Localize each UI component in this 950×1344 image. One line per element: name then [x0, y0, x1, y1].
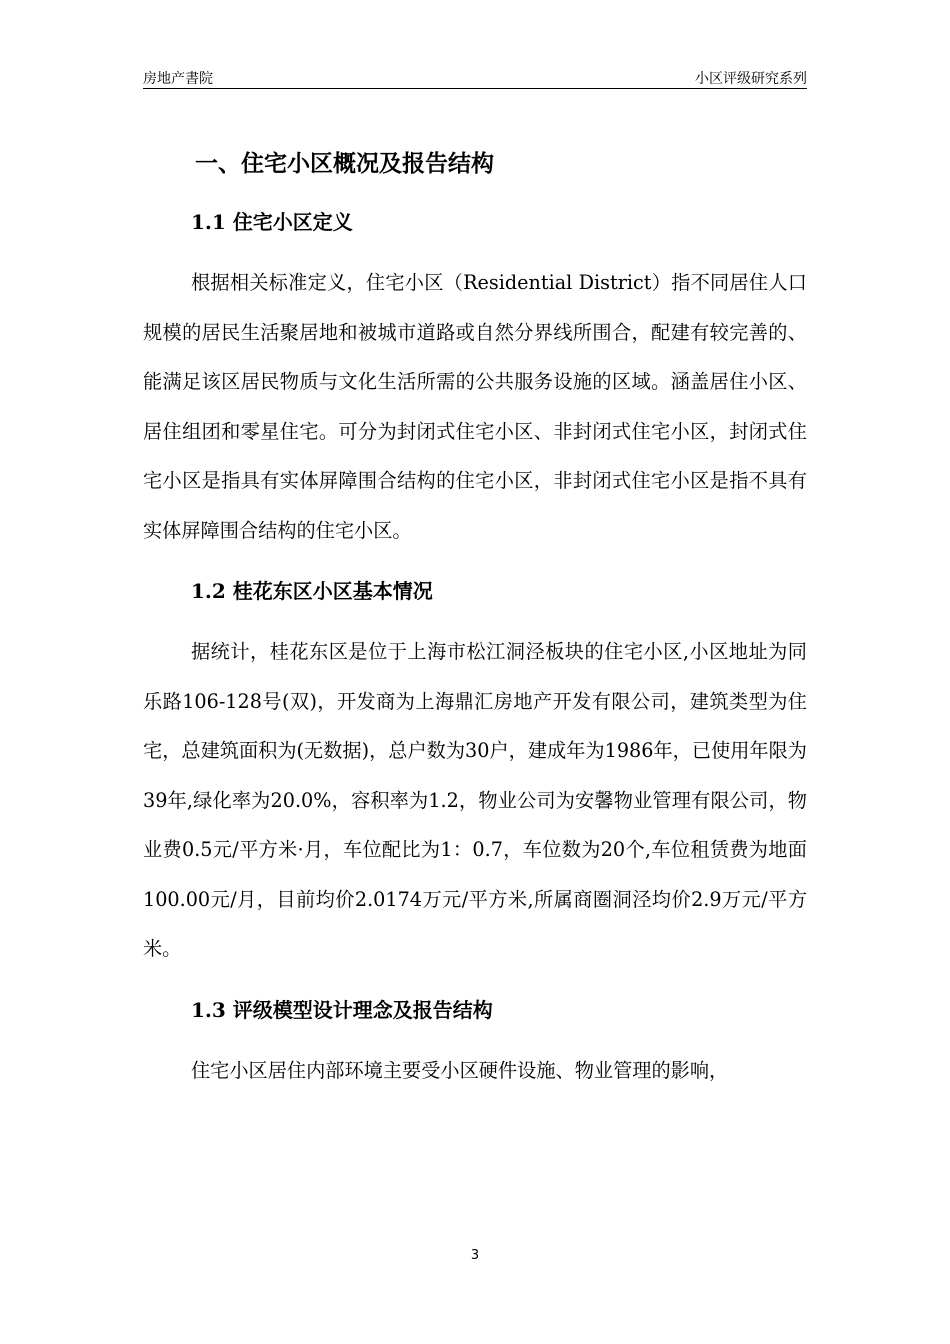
page-number: 3 — [470, 1248, 480, 1263]
section-paragraph-1-1: 根据相关标准定义，住宅小区（Residential District）指不同居住人口规模的居民生活聚居地和被城市道路或自然分界线所围合，配建有较完善的、能满足该区居民物质与文化生活所需的公共服务设施的区域。涵盖居住小区、居住组团和零星住宅。可分为封闭式住宅小区、非封闭式住宅小区，封闭式住宅小区是指具有实体屏障围合结构的住宅小区，非封闭式住宅小区是指不具有实体屏障围合结构的住宅小区。 — [143, 271, 807, 542]
chapter-title: 一、住宅小区概况及报告结构 — [195, 150, 494, 177]
page-header — [143, 66, 807, 89]
document-body — [143, 140, 807, 1111]
section-heading-1-1: 1.1 住宅小区定义 — [191, 210, 353, 234]
header-publisher: 房地产書院 — [143, 71, 213, 87]
section-heading-1-2: 1.2 桂花东区小区基本情况 — [191, 579, 433, 603]
section-paragraph-1-2: 据统计，桂花东区是位于上海市松江洞泾板块的住宅小区,小区地址为同乐路106-128号(双)，开发商为上海鼎汇房地产开发有限公司，建筑类型为住宅，总建筑面积为(无数据)，总户数为30户，建成年为1986年，已使用年限为39年,绿化率为20.0%，容积率为1.2，物业公司为安馨物业管理有限公司，物业费0.5元/平方米·月，车位配比为1：0.7，车位数为20个,车位租赁费为地面100.00元/月，目前均价2.0174万元/平方米,所属商圈洞泾均价2.9万元/平方米。 — [143, 640, 807, 960]
section-heading-1-3: 1.3 评级模型设计理念及报告结构 — [191, 997, 493, 1022]
header-series-title: 小区评级研究系列 — [695, 71, 807, 87]
section-paragraph-1-3: 住宅小区居住内部环境主要受小区硬件设施、物业管理的影响， — [191, 1058, 729, 1082]
